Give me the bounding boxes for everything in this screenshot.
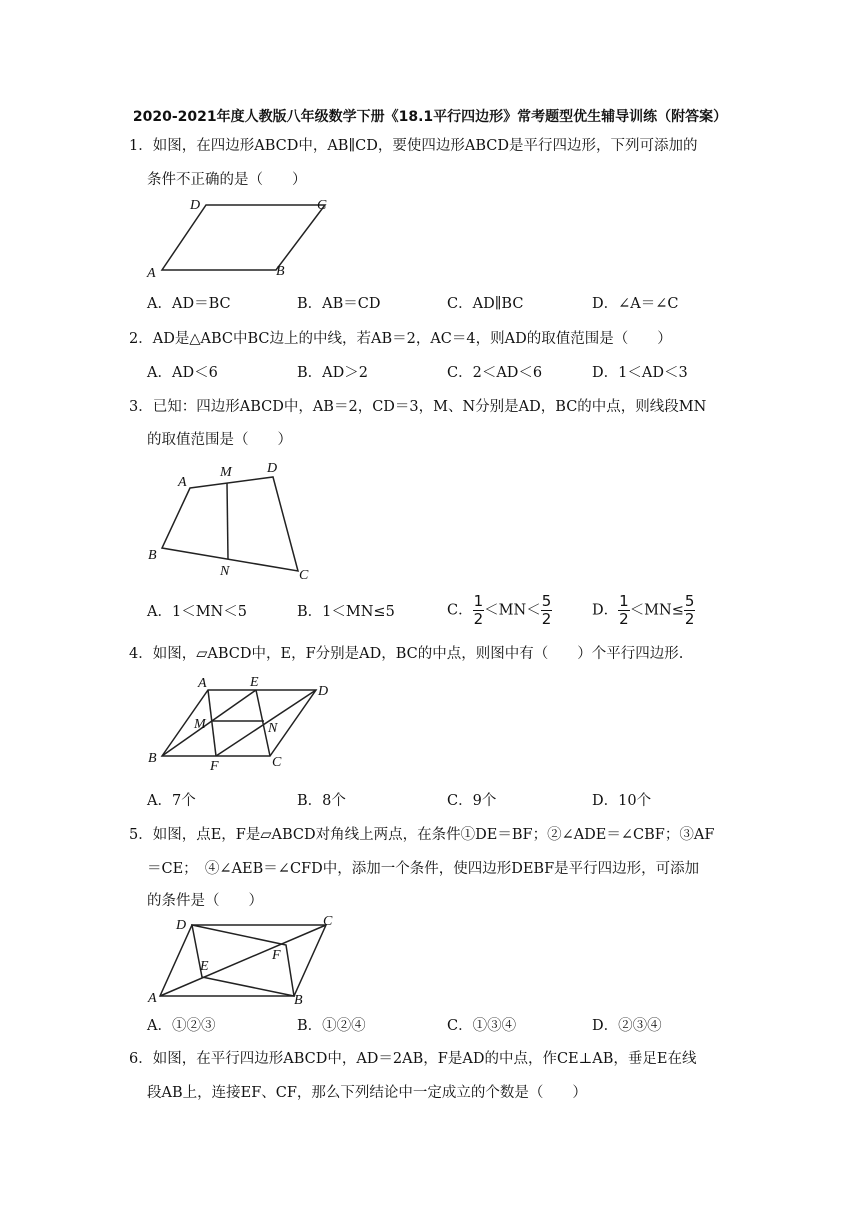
label-A: A [148,991,157,1006]
option-1C[interactable]: C．AD∥BC [447,296,524,312]
fraction-one-half [473,594,485,627]
label-N: N [220,564,230,579]
question-4-stem: 4．如图，▱ABCD中，E，F分别是AD，BC的中点，则图中有（ ）个平行四边形. [129,646,684,662]
figure-q5-parallelogram [140,912,350,1007]
question-3-stem-cont: 的取值范围是（ ） [147,432,292,448]
numerator: 1 [619,592,629,610]
option-2A[interactable]: A．AD＜6 [147,365,218,381]
label-D: D [190,198,201,213]
numerator: 5 [541,592,552,610]
option-2C[interactable]: C．2＜AD＜6 [447,365,543,381]
option-prefix: C． [447,602,473,619]
label-N: N [268,721,278,736]
option-1A[interactable]: A．AD＝BC [147,296,231,312]
label-A: A [178,475,187,490]
option-prefix: D． [592,602,619,619]
label-D: D [318,684,329,699]
option-2D[interactable]: D．1＜AD＜3 [592,365,688,381]
question-5-stem: 5．如图，点E，F是▱ABCD对角线上两点，在条件①DE＝BF；②∠ADE＝∠CBF；③AF [129,827,715,843]
figure-q3-quadrilateral [140,455,320,585]
option-4B[interactable]: B．8个 [297,793,346,809]
page-title: 2020-2021年度人教版八年级数学下册《18.1平行四边形》常考题型优生辅导训练（附答案） [132,109,728,125]
question-3-stem: 3．已知：四边形ABCD中，AB＝2，CD＝3，M、N分别是AD，BC的中点，则线段MN [129,399,707,415]
fraction-one-half [618,594,630,627]
option-1D[interactable]: D．∠A＝∠C [592,296,679,312]
label-M: M [194,717,206,732]
option-3A[interactable]: A．1＜MN＜5 [147,604,247,620]
question-5-stem-cont2: 的条件是（ ） [147,893,263,909]
label-F: F [272,948,281,963]
option-5D[interactable]: D．②③④ [592,1018,662,1034]
question-1-stem: 1．如图，在四边形ABCD中，AB∥CD，要使四边形ABCD是平行四边形，下列可添加的 [129,138,698,154]
label-E: E [250,675,259,690]
option-4A[interactable]: A．7个 [147,793,196,809]
option-4C[interactable]: C．9个 [447,793,497,809]
label-B: B [276,264,285,279]
option-3B[interactable]: B．1＜MN≤5 [297,604,395,620]
option-3C[interactable] [447,594,552,627]
label-D: D [176,918,187,933]
question-5-stem-cont: ＝CE； ④∠AEB＝∠CFD中，添加一个条件，使四边形DEBF是平行四边形，可添加 [147,861,700,877]
option-1B[interactable]: B．AB＝CD [297,296,381,312]
figure-q4-parallelogram [140,670,340,775]
fraction-five-halves [541,594,553,627]
label-M: M [220,465,232,480]
label-C: C [272,755,282,770]
figure-q1-parallelogram [140,193,340,283]
label-C: C [323,914,333,929]
fraction-five-halves [684,594,696,627]
option-5A[interactable]: A．①②③ [147,1018,216,1034]
label-A: A [147,266,156,281]
label-C: C [299,568,309,583]
question-6-stem: 6．如图，在平行四边形ABCD中，AD＝2AB，F是AD的中点，作CE⊥AB，垂足E在线 [129,1051,697,1067]
option-relation: ＜MN＜ [484,602,541,619]
label-A: A [198,676,207,691]
option-5B[interactable]: B．①②④ [297,1018,366,1034]
denominator: 2 [684,610,695,628]
option-4D[interactable]: D．10个 [592,793,652,809]
label-B: B [148,751,157,766]
label-B: B [294,993,303,1007]
question-6-stem-cont: 段AB上，连接EF、CF，那么下列结论中一定成立的个数是（ ） [147,1085,587,1101]
label-E: E [200,959,209,974]
option-2B[interactable]: B．AD＞2 [297,365,368,381]
numerator: 5 [684,592,695,610]
numerator: 1 [473,592,484,610]
option-3D[interactable] [592,594,695,627]
label-F: F [210,759,219,774]
denominator: 2 [473,610,484,628]
denominator: 2 [619,610,629,628]
label-D: D [267,461,278,476]
label-B: B [148,548,157,563]
option-relation: ＜MN≤ [629,602,684,619]
question-2-stem: 2．AD是△ABC中BC边上的中线，若AB＝2，AC＝4，则AD的取值范围是（ ） [129,331,672,347]
denominator: 2 [541,610,552,628]
option-5C[interactable]: C．①③④ [447,1018,517,1034]
label-C: C [317,198,327,213]
question-1-stem-cont: 条件不正确的是（ ） [147,172,307,188]
